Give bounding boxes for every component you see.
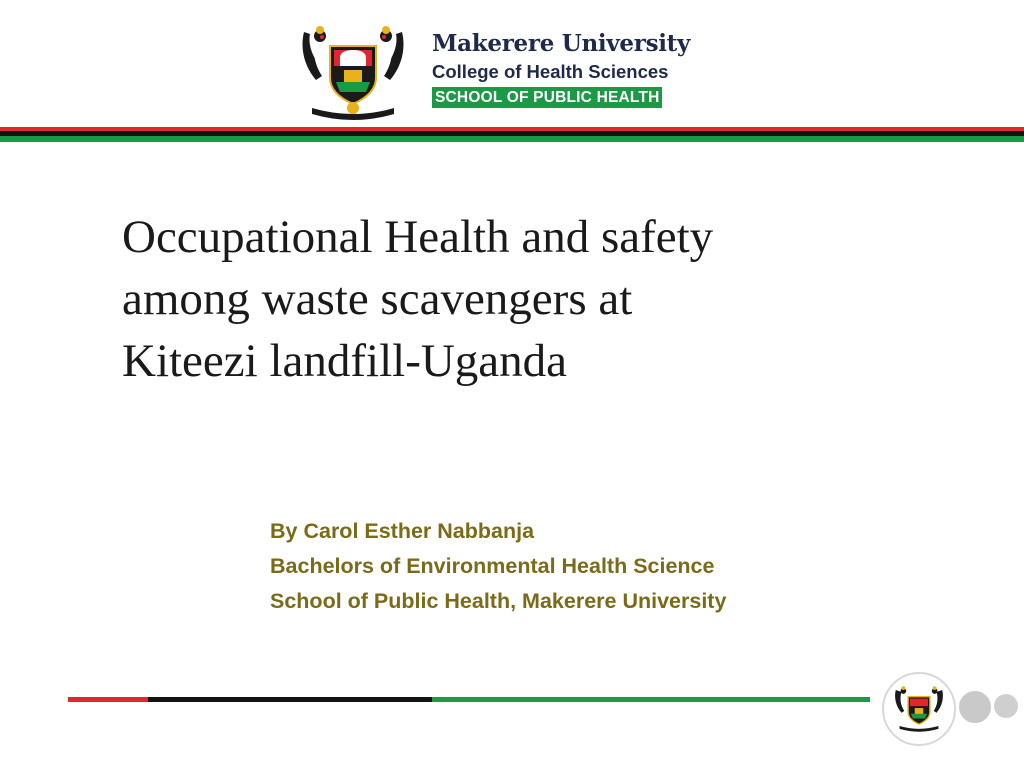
footer-stripe-black (148, 697, 432, 702)
footer-stripe-green (432, 697, 870, 702)
decoration-circle-large (957, 689, 993, 725)
decoration-circle-medium (992, 692, 1020, 720)
college-name: College of Health Sciences (432, 61, 669, 82)
title-line: Kiteezi landfill-Uganda (122, 335, 568, 387)
title-line: Occupational Health and safety (122, 211, 714, 263)
program-name: Bachelors of Environmental Health Science (270, 554, 715, 578)
university-brand (432, 30, 690, 108)
header (0, 0, 1024, 145)
footer-crest-badge (882, 672, 956, 746)
footer-stripe-red (68, 697, 148, 702)
school-badge: SCHOOL OF PUBLIC HEALTH (432, 87, 662, 108)
slide-title (122, 206, 942, 392)
makerere-crest-icon (892, 682, 946, 736)
byline (270, 514, 726, 619)
university-name: Makerere University (432, 30, 691, 57)
title-line: among waste scavengers at (122, 273, 633, 325)
school-affiliation: School of Public Health, Makerere University (270, 589, 727, 613)
header-stripe-green (0, 136, 1024, 142)
makerere-crest-icon (296, 22, 410, 122)
author-name: By Carol Esther Nabbanja (270, 519, 535, 543)
